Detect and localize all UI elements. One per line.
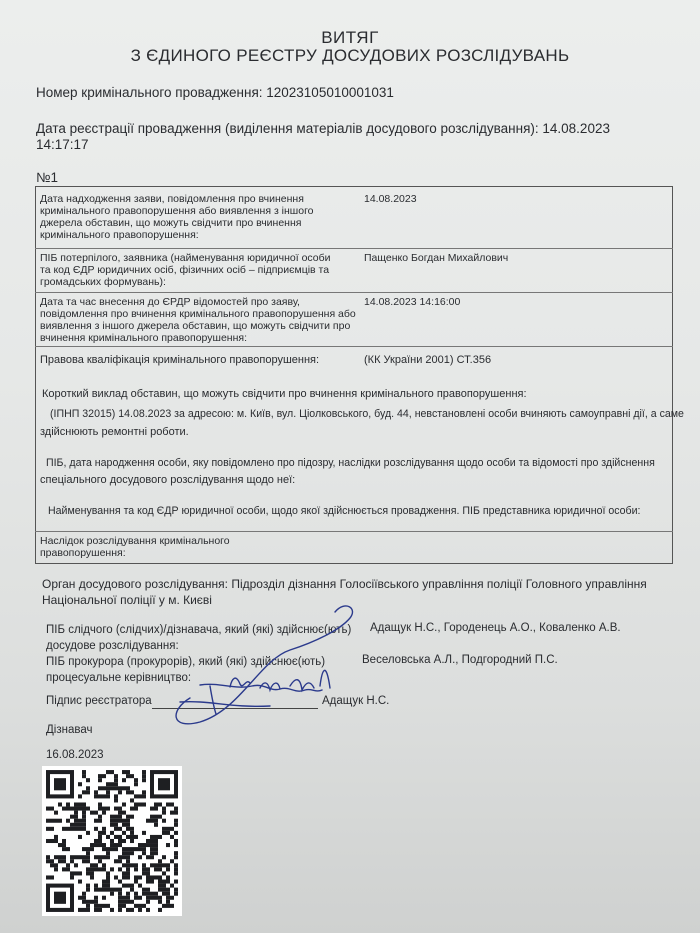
qualification-label: Правова кваліфікація кримінального правопорушення: <box>40 354 320 366</box>
agency-line: Орган досудового розслідування: Підрозділ дізнання Голосіївського управління поліції Головного управління <box>42 577 647 591</box>
investigators-value: Адащук Н.С., Городенець А.О., Коваленко А.В. <box>370 622 621 634</box>
handwritten-signature <box>140 590 400 730</box>
summary-label: Короткий виклад обставин, що можуть свідчити про вчинення кримінального правопорушення: <box>42 388 527 400</box>
suspect-label-cont: спеціального досудового розслідування щодо неї: <box>40 474 296 486</box>
qualification-value: (КК України 2001) СТ.356 <box>364 354 492 366</box>
prosecutors-value: Веселовська А.Л., Подгородний П.С. <box>362 654 558 666</box>
row-divider <box>35 292 673 293</box>
registration-date: Дата реєстрації провадження (виділення матеріалів досудового розслідування): 14.08.2023 <box>36 121 610 136</box>
document-subtitle: З ЄДИНОГО РЕЄСТРУ ДОСУДОВИХ РОЗСЛІДУВАНЬ <box>130 46 570 65</box>
row-divider <box>35 346 673 347</box>
result-label: Наслідок розслідування кримінального правопорушення: <box>40 535 230 559</box>
row-divider <box>35 531 673 532</box>
registrar-role: Дізнавач <box>46 724 93 736</box>
row-2-value: Пащенко Богдан Михайлович <box>364 252 509 264</box>
prosecutors-label: ПІБ прокурора (прокурорів), який (які) здійснює(ють) процесуальне керівництво: <box>46 656 326 684</box>
qr-code <box>42 766 182 916</box>
row-2-label: ПІБ потерпілого, заявника (найменування юридичної особи та код ЄДР юридичних осіб, фізичних осіб – підприємців та громадських формувань): <box>40 252 331 288</box>
registrar-name: Адащук Н.С. <box>322 695 390 707</box>
case-number: Номер кримінального провадження: 12023105010001031 <box>36 85 394 100</box>
record-number: №1 <box>36 170 58 185</box>
row-divider <box>35 248 673 249</box>
row-3-label: Дата та час внесення до ЄРДР відомостей про заяву, повідомлення про вчинення кримінального правопорушення або виявлення з іншого джерела обставин, що можуть свідчити про вчинення кримінального правопорушення: <box>40 296 356 344</box>
agency-line-cont: Національної поліції у м. Києві <box>42 593 212 607</box>
registration-time: 14:17:17 <box>36 137 89 152</box>
row-3-value: 14.08.2023 14:16:00 <box>364 296 461 308</box>
legal-entity-label: Найменування та код ЄДР юридичної особи, щодо якої здійснюється провадження. ПІБ представника юридичної особи: <box>48 505 641 517</box>
row-1-label: Дата надходження заяви, повідомлення про вчинення кримінального правопорушення або виявлення з іншого джерела обставин, що можуть свідчити про вчинення кримінального правопорушення: <box>40 193 314 241</box>
row-1-value: 14.08.2023 <box>364 193 417 205</box>
summary-text: (ІПНП 32015) 14.08.2023 за адресою: м. Київ, вул. Ціолковського, буд. 44, невстановлені особи вчиняють самоуправні дії, а саме <box>50 408 684 420</box>
investigators-label: ПІБ слідчого (слідчих)/дізнавача, який (які) здійснює(ють) досудове розслідування: <box>46 624 352 652</box>
document-title: ВИТЯГ <box>321 28 379 47</box>
suspect-label: ПІБ, дата народження особи, яку повідомлено про підозру, наслідки розслідування щодо особи та відомості про здійснення <box>46 457 655 469</box>
issue-date: 16.08.2023 <box>46 749 104 761</box>
registrar-label: Підпис реєстратора <box>46 695 152 707</box>
summary-text-cont: здійснюють ремонтні роботи. <box>40 426 189 438</box>
